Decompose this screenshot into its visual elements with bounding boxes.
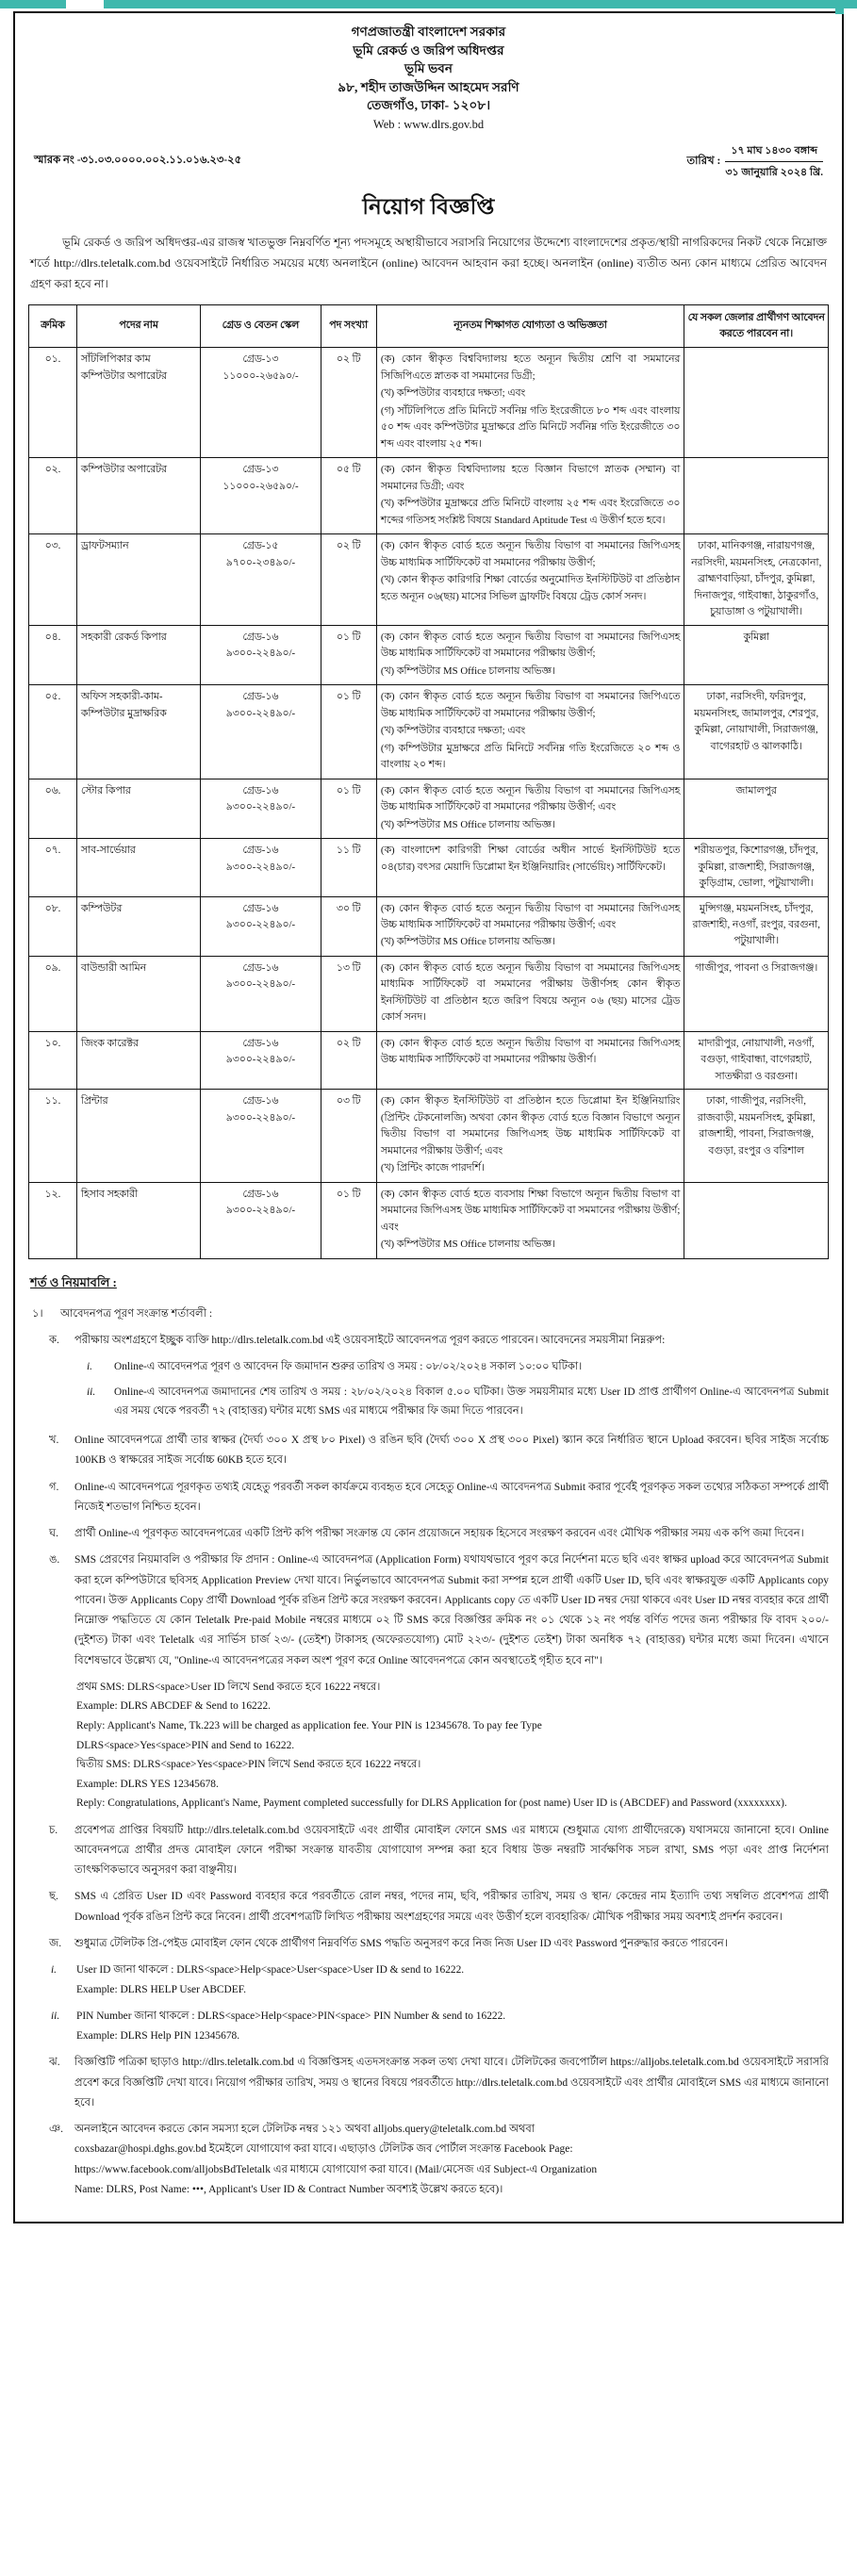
row-grade: গ্রেড-১৫ [242, 540, 279, 552]
qualification-item: (খ) কম্পিউটার ব্যবহারে দক্ষতা; এবং [380, 387, 526, 400]
row-serial: ০৫. [29, 685, 77, 779]
row-salary-scale: ৯৩০০-২২৪৯০/- [225, 801, 296, 813]
condition-uma-text: SMS প্রেরণের নিয়মাবলি ও পরীক্ষার ফি প্রদান : Online-এ আবেদনপত্র (Application Form) যথাযথভাবে পূরণ করে নির্দেশনা মতে ছবি এবং স্বাক্ষর upload করে আবেদনপত্র Submit করা হলে কম্পিউটারে ছবিসহ Application Preview দেখা যাবে। নির্ভুলভাবে আবেদনপত্র Submit করা সম্পন্ন হলে প্রার্থী একটি User ID, ছবি এবং স্বাক্ষরযুক্ত একটি Applicants copy পাবেন। উক্ত Applicants Copy প্রার্থী Download পূর্বক রঙিন প্রিন্ট করে সংরক্ষণ করবেন। Applicants copy তে একটি User ID নম্বর দেয়া থাকবে এবং User ID নম্বর ব্যবহার করে প্রার্থী নিম্নোক্ত পদ্ধতিতে যে কোন Teletalk Pre-paid Mobile নম্বরের মাধ্যমে ০২ টি SMS করে বিজ্ঞপ্তির ক্রমিক নং ০১ থেকে ১২ নং পর্যন্ত বর্ণিত পদের জন্য পরীক্ষার ফি বাবদ ২০০/- (দুইশত) টাকা এবং Teletalk এর সার্ভিস চার্জ ২৩/- (তেইশ) টাকাসহ (অফেরতযোগ্য) মোট ২২৩/- (দুইশত তেইশ) টাকা অনধিক ৭২ (বাহাত্তর) ঘন্টার মধ্যে জমা দিবেন। এখানে বিশেষভাবে উল্লেখ্য যে, "Online-এ আবেদনপত্রের সকল অংশ পূরণ করে Online আবেদনপত্রে কোন অবস্থাতেই গৃহীত হবে না"। [74, 1554, 829, 1666]
first-sms-spacer [51, 1678, 68, 1813]
condition-ga-marker: গ. [49, 1481, 59, 1493]
recover-pin-block [51, 2007, 829, 2045]
row-serial: ০৬. [29, 779, 77, 838]
row-serial: ০৭. [29, 839, 77, 896]
intro-paragraph: ভূমি রেকর্ড ও জরিপ অধিদপ্তর-এর রাজস্ব খাতভুক্ত নিম্নবর্ণিত শূন্য পদসমূহে অস্থায়ীভাবে সরাসরি নিয়োগের উদ্দেশ্যে বাংলাদেশের প্রকৃত/স্থায়ী নাগরিকদের নিকট থেকে নিম্নোক্ত শর্তে http://dlrs.teletalk.com.bd ওয়েবসাইটে নির্ধারিত সময়ের মধ্যে অনলাইনে (online) আবেদন আহবান করা হচ্ছে। অনলাইন (online) ব্যতীত অন্য কোন মাধ্যমে প্রেরিত আবেদন গ্রহণ করা হবে না। [30, 235, 827, 291]
memo-number: স্মারক নং -৩১.০৩.০০০০.০০২.১১.০১৬.২৩-২৫ [34, 154, 242, 166]
date-english: ৩১ জানুয়ারি ২০২৪ খ্রি. [725, 166, 823, 178]
qualification-item: (ক) কোন স্বীকৃত বোর্ড হতে অন্যূন দ্বিতীয় বিভাগ বা সমমানের জিপিএসহ উচ্চ মাধ্যমিক সার্টিফিকেট বা সমমানের পরীক্ষায় উত্তীর্ণ; এবং [380, 902, 681, 930]
row-post-count: ০২ টি [321, 1031, 376, 1089]
condition-item-gha [49, 1524, 829, 1544]
row-qualification [376, 458, 684, 534]
table-row [29, 625, 829, 684]
condition-ga-text: Online-এ আবেদনপত্রে পূরণকৃত তথ্যই যেহেতু পরবর্তী সকল কার্যক্রমে ব্যবহৃত হবে সেহেতু Online-এ আবেদনপত্র Submit করার পূর্বেই পূরণকৃত সকল তথ্যের সঠিকতা সম্পর্কে প্রার্থী নিজেই শতভাগ নিশ্চিত হবেন। [74, 1481, 829, 1513]
qualification-item: (ক) কোন স্বীকৃত বিশ্ববিদ্যালয় হতে অন্যূন দ্বিতীয় শ্রেণি বা সমমানের সিজিপিএতে স্নাতক বা সমমানের ডিগ্রী; [380, 353, 681, 382]
condition-ja-text: শুধুমাত্র টেলিটক প্রি-পেইড মোবাইল ফোন থেকে প্রার্থীগণ নিম্নবর্ণিত SMS পদ্ধতি অনুসরণ করে নিজ নিজ User ID এবং Password পুনরুদ্ধার করতে পারবেন। [74, 1937, 728, 1949]
row-grade-scale [201, 625, 321, 684]
condition-kha-text: Online আবেদনপত্রে প্রার্থী তার স্বাক্ষর (দৈর্ঘ্য ৩০০ X প্রস্থ ৮০ Pixel) ও রঙিন ছবি (দৈর্ঘ্য ৩০০ X প্রস্থ ৩০০ Pixel) স্ক্যান করে নির্ধারিত স্থানে Upload করবেন। ছবির সাইজ সর্বোচ্চ 100KB ও স্বাক্ষরের সাইজ সর্বোচ্চ 60KB হতে হবে। [74, 1435, 829, 1467]
qualification-item: (খ) কম্পিউটার ব্যবহারে দক্ষতা; এবং [380, 725, 526, 737]
condition-jha-text: বিজ্ঞপ্তিটি পত্রিকা ছাড়াও http://dlrs.teletalk.com.bd এ বিজ্ঞপ্তিসহ এতদসংক্রান্ত সকল তথ্য দেখা যাবে। টেলিটকের জবপোর্টাল https://alljobs.teletalk.com.bd ওয়েবসাইটে সরাসরি প্রবেশ করে বিজ্ঞপ্তিটি দেখা যাবে। নিয়োগ পরীক্ষার তারিখ, সময় ও স্থানের বিষয়ে পরবর্তীতে http://dlrs.teletalk.com.bd ওয়েবসাইটে এবং প্রার্থীর মোবাইলে SMS এর মাধ্যমে জানানো হবে। [74, 2057, 829, 2108]
table-row [29, 348, 829, 458]
row-grade-scale [201, 685, 321, 779]
row-qualification [376, 348, 684, 458]
row-post-name: সাঁটলিপিকার কাম কম্পিউটার অপারেটর [76, 348, 200, 458]
row-post-name: ড্রাফটসম্যান [76, 534, 200, 625]
sub-i-marker: i. [87, 1361, 93, 1373]
job-positions-table [28, 304, 829, 1259]
condition-ka-sub-i [87, 1357, 829, 1377]
recover-i-line1: User ID জানা থাকলে : DLRS<space>Help<space>User<space>User ID & send to 16222. [76, 1964, 465, 1977]
header-post-name: পদের নাম [76, 304, 200, 348]
recover-userid-block [51, 1961, 829, 1999]
row-salary-scale: ১১০০০-২৬৫৯০/- [222, 369, 299, 382]
row-qualification [376, 839, 684, 896]
qualification-item: (ক) কোন স্বীকৃত বোর্ড হতে অন্যূন দ্বিতীয় বিভাগ বা সমমানের জিপিএসহ উচ্চ মাধ্যমিক সার্টিফিকেট বা সমমানের পরীক্ষায় উত্তীর্ণ; [380, 540, 681, 568]
qualification-item: (ক) কোন স্বীকৃত বোর্ড হতে অন্যূন দ্বিতীয় বিভাগ বা সমমানের জিপিএতে উচ্চ মাধ্যমিক সার্টিফিকেট বা সমমানের পরীক্ষায় উত্তীর্ণ; [380, 691, 681, 719]
yna-line2: coxsbazar@hospi.dghs.gov.bd ইমেইলে যোগাযোগ করা যাবে। এছাড়াও টেলিটক জব পোর্টাল সংক্রান্ত Facebook Page: [74, 2143, 573, 2156]
recover-i-marker: i. [51, 1964, 58, 1977]
qualification-item: (খ) কোন স্বীকৃত কারিগরি শিক্ষা বোর্ডের অনুমোদিত ইনস্টিটিউট বা প্রতিষ্ঠান হতে অন্যূন ০৬(ছয়) মাসের সিভিল ড্রাফটিং বিষয়ে ট্রেড কোর্স সনদ। [380, 574, 681, 602]
row-post-count: ০১ টি [321, 685, 376, 779]
row-post-count: ০২ টি [321, 348, 376, 458]
row-salary-scale: ৯৩০০-২২৪৯০/- [225, 861, 296, 873]
row-grade: গ্রেড-১৬ [242, 961, 279, 974]
row-qualification [376, 1031, 684, 1089]
yna-line4: Name: DLRS, Post Name: •••, Applicant's User ID & Contract Number অবশ্যই উল্লেখ করতে হবে)। [74, 2183, 503, 2195]
date-label: তারিখ : [686, 156, 721, 168]
second-sms-reply: Reply: Congratulations, Applicant's Name, Payment completed successfully for DLRS Application for (post name) User ID is (ABCDEF) and Password (xxxxxxxx). [76, 1797, 787, 1810]
condition-item-ka [49, 1331, 829, 1351]
website-line: Web : www.dlrs.gov.bd [372, 117, 485, 131]
row-grade: গ্রেড-১৩ [242, 353, 279, 366]
row-post-name: জিংক কারেক্টর [76, 1031, 200, 1089]
condition-item-1 [32, 1304, 829, 1323]
top-decorative-strip [0, 0, 857, 8]
row-serial: ০৩. [29, 534, 77, 625]
qualification-item: (ক) কোন স্বীকৃত বোর্ড হতে অন্যূন দ্বিতীয় বিভাগ বা সমমানের জিপিএসহ উচ্চ মাধ্যমিক সার্টিফিকেট বা সমমানের পরীক্ষায় উত্তীর্ণ। [380, 1037, 681, 1066]
row-salary-scale: ৯৩০০-২২৪৯০/- [225, 1054, 296, 1066]
table-row [29, 956, 829, 1031]
table-row [29, 839, 829, 896]
letterhead [28, 23, 829, 133]
row-excluded-districts: কুমিল্লা [684, 625, 829, 684]
street-address: ৯৮, শহীদ তাজউদ্দিন আহমেদ সরণি [338, 79, 519, 94]
row-post-name: স্টোর কিপার [76, 779, 200, 838]
row-grade: গ্রেড-১৬ [242, 845, 279, 857]
page-title: নিয়োগ বিজ্ঞপ্তি [362, 194, 495, 219]
row-serial: ০১. [29, 348, 77, 458]
condition-cha-text: প্রবেশপত্র প্রাপ্তির বিষয়টি http://dlrs.teletalk.com.bd ওয়েবসাইটে এবং প্রার্থীর মোবাইল ফোনে SMS এর মাধ্যমে (শুধুমাত্র যোগ্য প্রার্থীদেরকে) যথাসময়ে জানানো হবে। Online আবেদনপত্রে প্রার্থীর প্রদত্ত মোবাইল ফোনে পরীক্ষা সংক্রান্ত যাবতীয় যোগাযোগ সম্পন্ন করা হবে বিধায় উক্ত নম্বরটি সার্বক্ষণিক সচল রাখা, SMS পড়া এবং প্রাপ্ত নির্দেশনা তাৎক্ষণিকভাবে অনুসরণ করা বাঞ্ছনীয়। [74, 1824, 829, 1877]
condition-item-ga [49, 1478, 829, 1518]
qualification-item: (খ) প্রিন্টিং কাজে পারদর্শি। [380, 1162, 485, 1174]
row-qualification [376, 779, 684, 838]
first-sms-example: Example: DLRS ABCDEF & Send to 16222. [76, 1700, 271, 1713]
row-grade: গ্রেড-১৬ [242, 631, 279, 643]
row-grade-scale [201, 534, 321, 625]
row-post-count: ০১ টি [321, 1182, 376, 1258]
row-serial: ০৯. [29, 956, 77, 1031]
sub-ii-text: Online-এ আবেদনপত্র জমাদানের শেষ তারিখ ও সময় : ২৮/০২/২০২৪ বিকাল ৫.০০ ঘটিকা। উক্ত সময়সীমার মধ্যে User ID প্রাপ্ত প্রার্থীগণ Online-এ আবেদনপত্র Submit এর সময় থেকে পরবর্তী ৭২ (বাহাত্তর) ঘন্টার মধ্যে SMS এর মাধ্যমে পরীক্ষার ফি জমা দিতে পারবেন। [114, 1386, 829, 1418]
header-grade-scale: গ্রেড ও বেতন স্কেল [201, 304, 321, 348]
first-sms-label: প্রথম SMS: DLRS<space>User ID লিখে Send করতে হবে 16222 নম্বরে। [76, 1681, 381, 1693]
condition-1-marker: ১। [32, 1306, 43, 1320]
condition-ka-marker: ক. [49, 1335, 59, 1347]
row-post-name: সহকারী রেকর্ড কিপার [76, 625, 200, 684]
table-row [29, 1182, 829, 1258]
condition-gha-text: প্রার্থী Online-এ পূরণকৃত আবেদনপত্রের একটি প্রিন্ট কপি পরীক্ষা সংক্রান্ত যে কোন প্রয়োজনে সহায়ক হিসেবে সংরক্ষণ করবেন এবং মৌখিক পরীক্ষার সময় এক কপি জমা দিবেন। [74, 1528, 804, 1540]
qualification-item: (গ) সাঁটলিপিতে প্রতি মিনিটে সর্বনিম্ন গতি ইংরেজীতে ৮০ শব্দ এবং বাংলায় ৫০ শব্দ এবং কম্পিউটার মুদ্রাক্ষরে প্রতি মিনিটে সর্বনিম্ন গতি ইংরেজীতে ৩০ শব্দ এবং বাংলায় ২৫ শব্দ। [380, 404, 681, 450]
row-serial: ১০. [29, 1031, 77, 1089]
row-salary-scale: ৯৭০০-২৩৪৯০/- [225, 556, 296, 568]
row-post-count: ১৩ টি [321, 956, 376, 1031]
yna-line3: https://www.facebook.com/alljobsBdTeletalk এর মাধ্যমে যোগাযোগ করা যাবে। (Mail/মেসেজ এর Subject-এ Organization [74, 2163, 598, 2175]
condition-item-kha [49, 1431, 829, 1471]
conditions-heading: শর্ত ও নিয়মাবলি : [30, 1274, 117, 1289]
first-sms-text [76, 1678, 829, 1813]
row-salary-scale: ১১০০০-২৬৫৯০/- [222, 480, 299, 492]
row-excluded-districts: গাজীপুর, পাবনা ও সিরাজগঞ্জ। [684, 956, 829, 1031]
yna-line1: অনলাইনে আবেদন করতে কোন সমস্যা হলে টেলিটক নম্বর ১২১ অথবা alljobs.query@teletalk.com.bd অথবা [74, 2124, 536, 2136]
row-qualification [376, 896, 684, 956]
row-excluded-districts [684, 1182, 829, 1258]
row-salary-scale: ৯৩০০-২২৪৯০/- [225, 648, 296, 660]
row-serial: ০৪. [29, 625, 77, 684]
city-address: তেজগাঁও, ঢাকা- ১২০৮। [366, 98, 491, 113]
row-post-name: কম্পিউটর [76, 896, 200, 956]
recover-ii-line1: PIN Number জানা থাকলে : DLRS<space>Help<space>PIN<space> PIN Number & send to 16222. [76, 2010, 506, 2023]
condition-ka-text: পরীক্ষায় অংশগ্রহণে ইচ্ছুক ব্যক্তি http://dlrs.teletalk.com.bd এই ওয়েবসাইটে আবেদনপত্র পূরণ করতে পারবেন। আবেদনের সময়সীমা নিম্নরুপ: [74, 1335, 666, 1347]
condition-gha-marker: ঘ. [49, 1528, 58, 1540]
table-row [29, 534, 829, 625]
header-qualification: ন্যূনতম শিক্ষাগত যোগ্যতা ও অভিজ্ঞতা [376, 304, 684, 348]
row-post-count: ০১ টি [321, 779, 376, 838]
qualification-item: (ক) কোন স্বীকৃত বিশ্ববিদ্যালয় হতে বিজ্ঞান বিভাগে স্নাতক (সম্মান) বা সমমানের ডিগ্রী; এবং [380, 464, 681, 492]
row-serial: ০২. [29, 458, 77, 534]
condition-item-uma [49, 1551, 829, 1671]
table-header-row [29, 304, 829, 348]
table-row [29, 1090, 829, 1182]
sub-ii-marker: ii. [87, 1386, 96, 1398]
first-sms-reply-l2: DLRS<space>Yes<space>PIN and Send to 16222. [76, 1739, 295, 1751]
row-post-name: অফিস সহকারী-কাম-কম্পিউটার মুদ্রাক্ষরিক [76, 685, 200, 779]
table-row [29, 1031, 829, 1089]
condition-ka-sub-ii [87, 1383, 829, 1421]
row-excluded-districts: মুন্সিগঞ্জ, ময়মনসিংহ, চাঁদপুর, রাজশাহী, নওগাঁ, রংপুর, বরগুনা, পটুয়াখালী। [684, 896, 829, 956]
row-salary-scale: ৯৩০০-২২৪৯০/- [225, 978, 296, 991]
row-grade: গ্রেড-১৬ [242, 1037, 279, 1049]
row-grade-scale [201, 1090, 321, 1182]
date-bangla: ১৭ মাঘ ১৪৩০ বঙ্গাব্দ [725, 142, 823, 162]
condition-jha-marker: ঝ. [49, 2057, 60, 2069]
row-grade-scale [201, 779, 321, 838]
header-serial: ক্রমিক [29, 304, 77, 348]
row-post-count: ০২ টি [321, 534, 376, 625]
row-grade-scale [201, 1031, 321, 1089]
first-sms-block [51, 1678, 829, 1813]
row-qualification [376, 1182, 684, 1258]
qualification-item: (ক) কোন স্বীকৃত ইনস্টিটিউট বা প্রতিষ্ঠান হতে ডিপ্লোমা ইন ইঞ্জিনিয়ারিং (প্রিন্টিং টেকনোলজি) অথবা কোন স্বীকৃত বোর্ড হতে বিজ্ঞান বিভাগে অন্যূন দ্বিতীয় বিভাগ বা সমমানের জিপিএসহ উচ্চ মাধ্যমিক সার্টিফিকেট বা সমমানের পরীক্ষায় উত্তীর্ণ; এবং [380, 1095, 681, 1157]
condition-kha-marker: খ. [49, 1435, 59, 1447]
table-row [29, 779, 829, 838]
row-salary-scale: ৯৩০০-২২৪৯০/- [225, 919, 296, 930]
row-excluded-districts: ঢাকা, মানিকগঞ্জ, নারায়ণগঞ্জ, নরসিংদী, ময়মনসিংহ, নেত্রকোনা, ব্রাহ্মণবাড়িয়া, চাঁদপুর, কুমিল্লা, দিনাজপুর, গাইবান্ধা, ঠাকুরগাঁও, চুয়াডাঙ্গা ও পটুয়াখালী। [684, 534, 829, 625]
condition-cha-marker: চ. [49, 1824, 58, 1836]
document-sheet [13, 11, 844, 2223]
row-post-name: প্রিন্টার [76, 1090, 200, 1182]
condition-yna-marker: ঞ. [49, 2124, 64, 2136]
row-grade-scale [201, 348, 321, 458]
qualification-item: (ক) কোন স্বীকৃত বোর্ড হতে অন্যূন দ্বিতীয় বিভাগ বা সমমানের জিপিএসহ উচ্চ মাধ্যমিক সার্টিফিকেট বা সমমানের পরীক্ষায় উত্তীর্ণ; [380, 631, 681, 660]
memo-date-block [686, 142, 823, 182]
row-grade: গ্রেড-১৬ [242, 902, 279, 914]
row-post-name: হিসাব সহকারী [76, 1182, 200, 1258]
row-qualification [376, 956, 684, 1031]
row-serial: ১১. [29, 1090, 77, 1182]
top-strip-square [835, 6, 844, 14]
header-post-count: পদ সংখ্যা [321, 304, 376, 348]
qualification-item: (ক) কোন স্বীকৃত বোর্ড হতে ব্যবসায় শিক্ষা বিভাগে অন্যূন দ্বিতীয় বিভাগ বা সমমানের জিপিএসহ উচ্চ মাধ্যমিক সার্টিফিকেট বা সমমানের পরীক্ষায় উত্তীর্ণ; এবং [380, 1188, 681, 1233]
row-excluded-districts: ঢাকা, গাজীপুর, নরসিংদী, রাজবাড়ী, ময়মনসিংহ, কুমিল্লা, রাজশাহী, পাবনা, সিরাজগঞ্জ, বগুড়া, রংপুর ও বরিশাল [684, 1090, 829, 1182]
qualification-item: (খ) কম্পিউটার MS Office চালনায় অভিজ্ঞ। [380, 1239, 555, 1251]
condition-item-ja [49, 1934, 829, 1954]
condition-1-text: আবেদনপত্র পূরণ সংক্রান্ত শর্তাবলী : [60, 1306, 213, 1320]
row-qualification [376, 1090, 684, 1182]
row-qualification [376, 534, 684, 625]
row-grade-scale [201, 956, 321, 1031]
condition-item-jha [49, 2053, 829, 2113]
row-grade: গ্রেড-১৬ [242, 1188, 279, 1200]
row-grade: গ্রেড-১৬ [242, 784, 279, 796]
row-post-count: ০৫ টি [321, 458, 376, 534]
row-grade-scale [201, 458, 321, 534]
row-grade: গ্রেড-১৩ [242, 464, 279, 476]
recover-i-line2: Example: DLRS HELP User ABCDEF. [76, 1983, 246, 1995]
qualification-item: (গ) কম্পিউটার মুদ্রাক্ষরে প্রতি মিনিটে সর্বনিম্ন গতি ইংরেজিতে ২০ শব্দ ও বাংলায় ২০ শব্দ। [380, 742, 681, 771]
row-serial: ০৮. [29, 896, 77, 956]
condition-yna-text [74, 2120, 829, 2200]
second-sms-example: Example: DLRS YES 12345678. [76, 1778, 219, 1790]
qualification-item: (খ) কম্পিউটার মুদ্রাক্ষরে প্রতি মিনিটে বাংলায় ২৫ শব্দ এবং ইংরেজিতে ৩০ শব্দের গতিসহ সংশ্লিষ্ট বিষয়ে Standard Aptitude Test এ উত্তীর্ণ হতে হবে। [380, 498, 681, 526]
sub-i-text: Online-এ আবেদনপত্র পূরণ ও আবেদন ফি জমাদান শুরুর তারিখ ও সময় : ০৮/০২/২০২৪ সকাল ১০:০০ ঘটিকা। [114, 1361, 583, 1373]
recover-ii-text [76, 2007, 829, 2045]
row-qualification [376, 685, 684, 779]
memo-row [28, 142, 829, 182]
second-sms-label: দ্বিতীয় SMS: DLRS<space>Yes<space>PIN লিখে Send করতে হবে 16222 নম্বরে। [76, 1759, 421, 1771]
row-grade-scale [201, 896, 321, 956]
qualification-item: (ক) কোন স্বীকৃত বোর্ড হতে অন্যূন দ্বিতীয় বিভাগ বা সমমানের জিপিএসহ মাধ্যমিক সার্টিফিকেট বা সমমানের পরীক্ষায় উত্তীর্ণসহ কোন স্বীকৃত ইনস্টিটিউট বা প্রতিষ্ঠান হতে জরিপ বিষয়ে অন্যূন ০৬ (ছয়) মাসের ট্রেড কোর্স সনদ। [380, 961, 681, 1024]
condition-chha-text: SMS এ প্রেরিত User ID এবং Password ব্যবহার করে পরবর্তীতে রোল নম্বর, পদের নাম, ছবি, পরীক্ষার তারিখ, সময় ও স্থান/ কেন্দ্রের নাম ইত্যাদি তথ্য সম্বলিত প্রবেশপত্র প্রার্থী Download পূর্বক রঙিন প্রিন্ট করে নিবেন। প্রার্থী প্রবেশপত্রটি লিখিত পরীক্ষায় অংশগ্রহণের সময়ে এবং উত্তীর্ণ হলে ব্যবহারিক/ মৌখিক পরীক্ষার সময় অবশ্যই প্রদর্শন করবেন। [74, 1891, 829, 1923]
recover-ii-marker: ii. [51, 2010, 60, 2023]
row-post-name: কম্পিউটার অপারেটর [76, 458, 200, 534]
row-post-name: বাউন্ডারী আমিন [76, 956, 200, 1031]
qualification-item: (খ) কম্পিউটার MS Office চালনায় অভিজ্ঞ। [380, 665, 555, 677]
recover-ii-line2: Example: DLRS Help PIN 12345678. [76, 2029, 240, 2042]
row-grade: গ্রেড-১৬ [242, 691, 279, 703]
row-post-count: ০১ টি [321, 625, 376, 684]
row-post-count: ১১ টি [321, 839, 376, 896]
recover-i-text [76, 1961, 829, 1999]
building-name: ভূমি ভবন [404, 61, 453, 76]
date-fraction [725, 142, 823, 182]
row-serial: ১২. [29, 1182, 77, 1258]
header-districts: যে সকল জেলার প্রার্থীগণ আবেদন করতে পারবেন না। [684, 304, 829, 348]
table-row [29, 685, 829, 779]
condition-item-yna [49, 2120, 829, 2200]
qualification-item: (ক) বাংলাদেশ কারিগরী শিক্ষা বোর্ডের অধীন সার্ভে ইনস্টিটিউট হতে ০৪(চার) বৎসর মেয়াদি ডিপ্লোমা ইন ইঞ্জিনিয়ারিং (সার্ভেয়িং) সার্টিফিকেট। [380, 845, 681, 873]
govt-name: গণপ্রজাতন্ত্রী বাংলাদেশ সরকার [351, 25, 506, 39]
qualification-item: (খ) কম্পিউটার MS Office চালনায় অভিজ্ঞ। [380, 818, 555, 830]
condition-item-chha [49, 1887, 829, 1928]
row-excluded-districts: শরীয়তপুর, কিশোরগঞ্জ, চাঁদপুর, কুমিল্লা, রাজশাহী, সিরাজগঞ্জ, কুড়িগ্রাম, ভোলা, পটুয়াখালী। [684, 839, 829, 896]
table-row [29, 896, 829, 956]
department-name: ভূমি রেকর্ড ও জরিপ অধিদপ্তর [353, 42, 504, 57]
condition-ja-marker: জ. [49, 1937, 62, 1949]
row-grade-scale [201, 1182, 321, 1258]
row-qualification [376, 625, 684, 684]
condition-uma-marker: ঙ. [49, 1554, 60, 1567]
row-salary-scale: ৯৩০০-২২৪৯০/- [225, 1111, 296, 1124]
table-body [29, 348, 829, 1258]
condition-item-cha [49, 1821, 829, 1881]
table-row [29, 458, 829, 534]
first-sms-reply-l1: Reply: Applicant's Name, Tk.223 will be charged as application fee. Your PIN is 12345678. To pay fee Type [76, 1720, 542, 1731]
qualification-item: (ক) কোন স্বীকৃত বোর্ড হতে অন্যূন দ্বিতীয় বিভাগ বা সমমানের জিপিএসহ উচ্চ মাধ্যমিক সার্টিফিকেট বা সমমানের পরীক্ষায় উত্তীর্ণ; এবং [380, 784, 681, 813]
condition-chha-marker: ছ. [49, 1891, 58, 1903]
row-post-count: ৩০ টি [321, 896, 376, 956]
row-excluded-districts: ঢাকা, নরসিংদী, ফরিদপুর, ময়মনসিংহ, জামালপুর, শেরপুর, কুমিল্লা, নোয়াখালী, সিরাজগঞ্জ, বাগেরহাট ও ঝালকাঠি। [684, 685, 829, 779]
top-strip-notch [66, 0, 104, 8]
row-excluded-districts [684, 348, 829, 458]
row-excluded-districts [684, 458, 829, 534]
qualification-item: (খ) কম্পিউটার MS Office চালনায় অভিজ্ঞ। [380, 936, 555, 948]
row-post-count: ০৩ টি [321, 1090, 376, 1182]
row-salary-scale: ৯৩০০-২২৪৯০/- [225, 1205, 296, 1217]
row-excluded-districts: জামালপুর [684, 779, 829, 838]
row-salary-scale: ৯৩০০-২২৪৯০/- [225, 707, 296, 719]
row-grade-scale [201, 839, 321, 896]
row-post-name: সাব-সার্ভেয়ার [76, 839, 200, 896]
row-excluded-districts: মাদারীপুর, নোয়াখালী, নওগাঁ, বগুড়া, গাইবান্ধা, বাগেরহাট, সাতক্ষীরা ও বরগুনা। [684, 1031, 829, 1089]
row-grade: গ্রেড-১৬ [242, 1095, 279, 1108]
